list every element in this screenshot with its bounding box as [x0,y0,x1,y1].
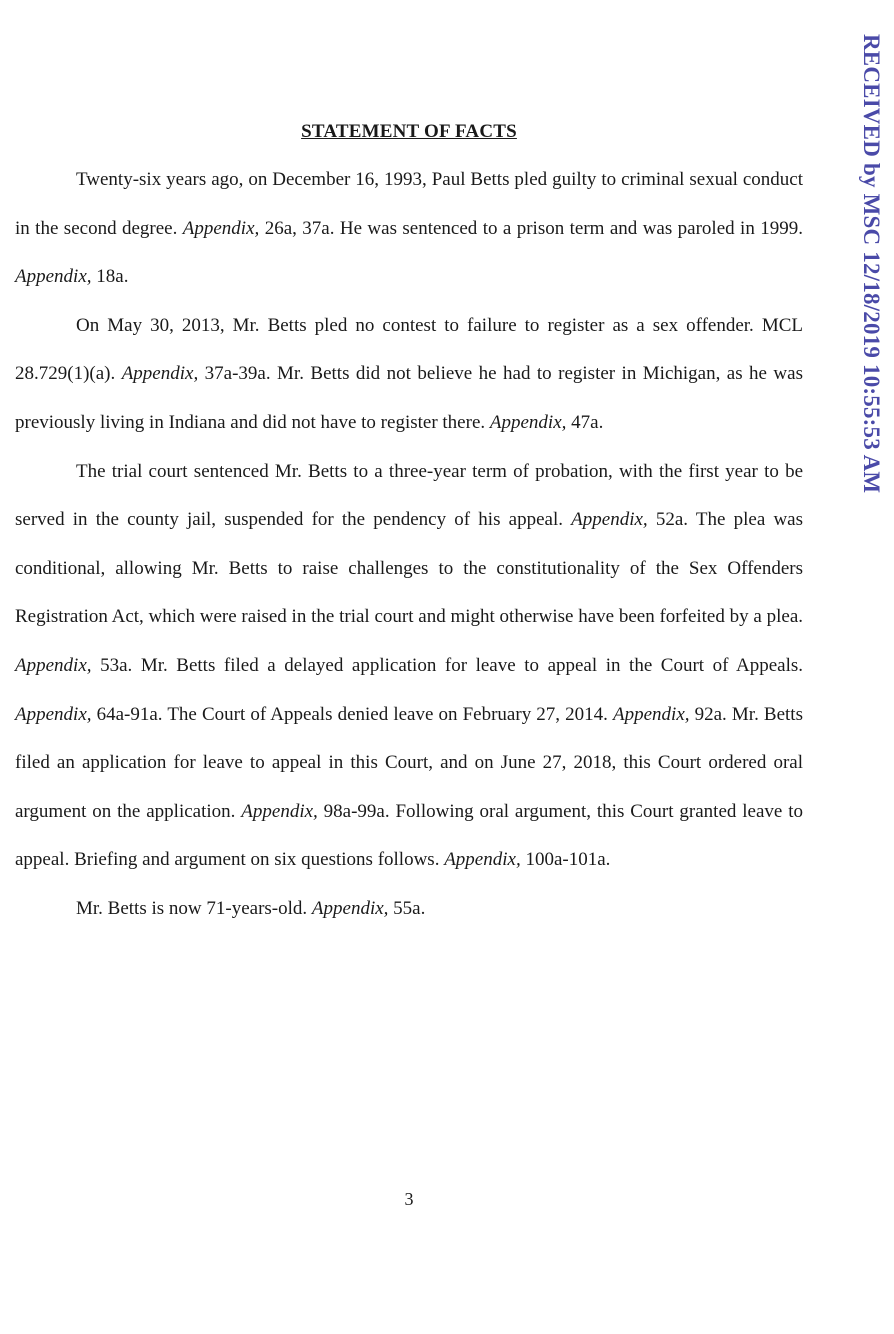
paragraph-text: 18a. [91,266,129,288]
citation-text: Appendix, [489,411,567,433]
paragraph-text: 92a. Mr. Betts filed an application for leave to appeal in this Court, and on June 27, 2018, this Court ordered oral argument on the application. [15,703,803,822]
paragraph-text: 98a-99a. Following oral argument, this Court granted leave to appeal. Briefing and argument on six questions follows. [15,800,803,871]
paragraph-text: 52a. The plea was conditional, allowing Mr. Betts to raise challenges to the constitutionality of the Sex Offenders Registration Act, which were raised in the trial court and might otherwise have been forfeited by a plea. [15,509,803,628]
statement-body [15,156,803,934]
section-heading: STATEMENT OF FACTS [301,121,517,142]
paragraph-text: On May 30, 2013, Mr. Betts pled no contest to failure to register as a sex offender. MCL 28.729(1)(a). [15,314,803,385]
paragraph-text: 47a. [566,411,604,433]
paragraph [15,302,803,448]
paragraph-text: 100a-101a. [520,849,611,871]
received-stamp [858,34,888,564]
paragraph-text: 37a-39a. Mr. Betts did not believe he had to register in Michigan, as he was previously living in Indiana and did not have to register there. [15,363,803,433]
paragraph-text: The trial court sentenced Mr. Betts to a three-year term of probation, with the first year to be served in the county jail, suspended for the pendency of his appeal. [15,460,803,531]
citation-text: Appendix, [571,509,648,531]
citation-text: Appendix, [15,654,92,676]
received-stamp-text: RECEIVED by MSC 12/18/2019 10:55:53 AM [859,34,884,494]
citation-text: Appendix, [444,849,521,871]
paragraph [15,156,803,302]
citation-text: Appendix, [182,217,260,239]
paragraph-text: Twenty-six years ago, on December 16, 1993, Paul Betts pled guilty to criminal sexual conduct in the second degree. [15,169,803,239]
citation-text: Appendix, [15,266,92,288]
citation-text: Appendix, [121,363,199,385]
paragraph [15,448,803,885]
paragraph-text: Mr. Betts is now 71-years-old. [76,897,312,919]
paragraph-text: 26a, 37a. He was sentenced to a prison term and was paroled in 1999. [259,217,803,239]
paragraph [15,885,803,934]
citation-text: Appendix, [311,897,389,919]
paragraph-text: 64a-91a. The Court of Appeals denied leave on February 27, 2014. [91,703,613,725]
citation-text: Appendix, [613,703,690,725]
paragraph-text: 53a. Mr. Betts filed a delayed application for leave to appeal in the Court of Appeals. [91,654,803,676]
citation-text: Appendix, [15,703,92,725]
paragraph-text: 55a. [388,897,426,919]
citation-text: Appendix, [241,800,318,822]
page-number: 3 [404,1189,414,1209]
